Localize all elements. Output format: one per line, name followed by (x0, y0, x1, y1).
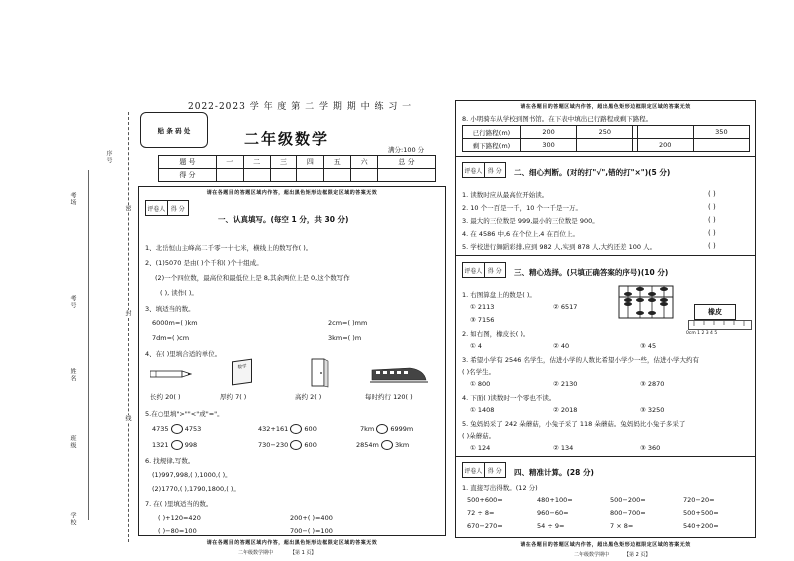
q6-item-2: (2)1770,( ),1790,1800,( )。 (152, 485, 240, 493)
name-underline (88, 170, 89, 520)
row-label-traveled: 已行路程(m) (463, 126, 521, 139)
judge-answer-2[interactable]: ( ) (708, 203, 716, 211)
traveled-cell: 350 (693, 126, 749, 139)
choice-4-opt-1: ① 1408 (470, 406, 495, 414)
grader-box-4: 评卷人 得 分 (462, 462, 506, 478)
choice-3-opt-3: ③ 2870 (640, 380, 665, 388)
calc-2-2: 960−60= (537, 509, 569, 517)
q3-item-4: 3km=( )m (328, 334, 362, 342)
footer-right: 二年级数学期中 (574, 552, 610, 558)
page-number-left: 【第 1 页】 (290, 550, 317, 556)
ruler-icon (688, 320, 752, 330)
q4-item-3: 高约 2( ) (295, 393, 322, 401)
q2c: ( ), 读作( )。 (160, 289, 198, 297)
subject-title: 二年级数学 (244, 130, 330, 148)
notice-top-left: 请在各题目的答题区域内作答，超出黑色矩形边框限定区域的答案无效 (206, 190, 378, 196)
pencil-icon (150, 369, 192, 379)
q7-item-1: ( )+120=420 (158, 514, 201, 522)
choice-2-opt-2: ② 40 (553, 342, 570, 350)
choice-1-opt-3: ③ 7156 (470, 316, 495, 324)
q4-item-2: 厚约 7( ) (220, 393, 247, 401)
abacus-icon (618, 285, 674, 319)
traveled-cell: 250 (577, 126, 633, 139)
page-number-right: 【第 2 页】 (624, 552, 651, 558)
score-header-1: 一 (216, 156, 243, 169)
calc-1-3: 500−200= (610, 496, 646, 504)
q3-item-2: 2cm=( )mm (328, 319, 368, 327)
q6: 6. 找规律,写数。 (145, 457, 195, 465)
q4-item-1: 长约 20( ) (150, 393, 181, 401)
traveled-cell[interactable] (637, 126, 693, 139)
compare-circle[interactable] (381, 440, 393, 450)
judge-answer-1[interactable]: ( ) (708, 190, 716, 198)
score-cell[interactable] (216, 169, 243, 182)
choice-5-opt-2: ② 134 (553, 444, 574, 452)
q8: 8. 小明骑车从学校到图书馆。在下表中填出已行路程或剩下路程。 (462, 115, 653, 123)
score-header-4: 四 (297, 156, 324, 169)
calc-1-4: 720−20= (683, 496, 715, 504)
q5: 5.在○里填">""<"或"="。 (145, 410, 224, 418)
judge-answer-3[interactable]: ( ) (708, 216, 716, 224)
choice-4-opt-3: ③ 3250 (640, 406, 665, 414)
compare-circle[interactable] (290, 440, 302, 450)
calc-3-4: 540+200= (683, 522, 719, 530)
calc-intro: 1. 直接写出得数。(12 分) (462, 484, 538, 492)
judge-1: 1. 读数时应从最高位开始读。 (462, 191, 549, 199)
section-2-title: 二、细心判断。(对的打"√",错的打"×")(5 分) (514, 168, 671, 177)
choice-4: 4. 下面( )读数时一个零也不读。 (462, 394, 556, 402)
score-cell[interactable] (351, 169, 378, 182)
q3: 3、填适当的数。 (145, 305, 195, 313)
notice-bottom-left: 请在各题目的答题区域内作答，超出黑色矩形边框限定区域的答案无效 (206, 540, 378, 546)
score-header-5: 五 (324, 156, 351, 169)
side-field-number: 考号 (69, 295, 76, 309)
divider (455, 456, 756, 457)
side-field-school: 学校 (69, 512, 76, 526)
divider (455, 156, 756, 157)
choice-5b: ( )朵蘑菇。 (462, 432, 496, 440)
side-field-class: 班级 (69, 435, 76, 449)
choice-1: 1. 右图算盘上的数是( )。 (462, 291, 536, 299)
q7-item-3: ( )−80=100 (158, 527, 197, 535)
distance-table (462, 125, 750, 152)
calc-2-3: 800−700= (610, 509, 646, 517)
ruler-scale: 0cm 1 2 3 4 5 (686, 331, 718, 336)
notice-bottom-right: 请在各题目的答题区域内作答，超出黑色矩形边框限定区域的答案无效 (520, 542, 691, 548)
choice-1-opt-2: ② 6517 (553, 303, 578, 311)
score-header-2: 二 (243, 156, 270, 169)
score-header-3: 三 (270, 156, 297, 169)
q5-item-4: 1321 998 (152, 441, 198, 449)
remaining-cell[interactable] (577, 139, 633, 152)
choice-5-opt-3: ③ 360 (640, 444, 661, 452)
calc-3-3: 7 × 8= (610, 522, 634, 530)
section-1-title: 一、认真填写。(每空 1 分，共 30 分) (218, 215, 349, 224)
side-field-serial: 序号 (105, 150, 112, 164)
judge-4: 4. 在 4586 中,6 在个位上,4 在百位上。 (462, 230, 579, 238)
calc-1-2: 480+100= (537, 496, 573, 504)
compare-circle[interactable] (290, 424, 302, 434)
compare-circle[interactable] (171, 424, 183, 434)
q4-item-4: 每时约行 120( ) (365, 393, 413, 401)
score-row-label: 得 分 (159, 169, 217, 182)
choice-2: 2. 如右图，橡皮长( )。 (462, 330, 530, 338)
score-table (158, 155, 436, 182)
q4: 4、在( )里填合适的单位。 (145, 350, 222, 358)
grader-box-2: 评卷人 得 分 (462, 162, 506, 178)
q5-item-3: 7km 6999m (360, 425, 414, 433)
q7-item-4: 700−( )=100 (290, 527, 333, 535)
q2a: 2、(1)5070 是由( )个千和( )个十组成。 (145, 259, 263, 267)
train-icon (370, 362, 428, 384)
choice-2-opt-3: ③ 45 (640, 342, 657, 350)
calc-3-1: 670−270= (467, 522, 503, 530)
exam-title: 2022-2023 学 年 度 第 二 学 期 期 中 练 习 一 (188, 102, 413, 112)
score-header-6: 六 (351, 156, 378, 169)
score-cell[interactable] (270, 169, 297, 182)
eraser-icon: 橡皮 (694, 304, 736, 320)
calc-3-2: 54 ÷ 9= (537, 522, 565, 530)
choice-1-opt-1: ① 2113 (470, 303, 495, 311)
q5-item-5: 730−230 600 (258, 441, 317, 449)
remaining-cell: 300 (521, 139, 577, 152)
choice-3b: ( )名学生。 (462, 368, 496, 376)
seal-mark-1: 密 (124, 205, 131, 212)
judge-2: 2. 10 个一百是一千，10 个一千是一万。 (462, 204, 582, 212)
q5-item-6: 2854m 3km (356, 441, 410, 449)
row-label-remaining: 剩下路程(m) (463, 139, 521, 152)
score-cell[interactable] (297, 169, 324, 182)
compare-circle[interactable] (376, 424, 388, 434)
footer-left: 二年级数学期中 (238, 550, 274, 556)
section-4-title: 四、精准计算。(28 分) (514, 468, 594, 477)
score-cell[interactable] (378, 169, 436, 182)
binding-line (128, 112, 129, 542)
score-header-total: 总 分 (378, 156, 436, 169)
calc-1-1: 500+600= (467, 496, 503, 504)
side-field-name: 姓名 (69, 368, 76, 382)
choice-4-opt-2: ② 2018 (553, 406, 578, 414)
score-cell[interactable] (324, 169, 351, 182)
side-field-room: 考场 (69, 192, 76, 206)
grader-box-3: 评卷人 得 分 (462, 262, 506, 278)
judge-3: 3. 最大的三位数是 999,最小的三位数是 900。 (462, 217, 599, 225)
grader-box-1: 评卷人 得 分 (145, 200, 189, 216)
seal-mark-2: 封 (124, 310, 131, 317)
seal-mark-3: 线 (124, 415, 131, 422)
full-score: 满分:100 分 (388, 146, 425, 154)
math-book-icon: 数学 (232, 359, 252, 386)
q3-item-1: 6000m=( )km (152, 319, 198, 327)
calc-2-1: 72 ÷ 8= (467, 509, 495, 517)
q7: 7. 在( )里填适当的数。 (145, 500, 213, 508)
q5-item-2: 432+161 600 (258, 425, 317, 433)
choice-5a: 5. 兔妈妈采了 242 朵蘑菇，小兔子采了 118 朵蘑菇。兔妈妈比小兔子多采了 (462, 420, 686, 428)
choice-3a: 3. 希望小学有 2546 名学生，估进小学的人数比希望小学少一些，估进小学大约有 (462, 356, 699, 364)
score-header-label: 题 号 (159, 156, 217, 169)
q7-item-2: 200+( )=400 (290, 514, 333, 522)
traveled-cell: 200 (521, 126, 577, 139)
divider (455, 255, 756, 256)
judge-answer-4[interactable]: ( ) (708, 229, 716, 237)
remaining-cell[interactable] (693, 139, 749, 152)
choice-2-opt-1: ① 4 (470, 342, 483, 350)
q2b: (2)一个四位数，最高位和最低位上是 8,其余两位上是 0,这个数写作 (155, 274, 350, 282)
judge-answer-5[interactable]: ( ) (708, 242, 716, 250)
door-icon (310, 358, 330, 388)
remaining-cell: 200 (637, 139, 693, 152)
q1: 1、北岳恒山主峰高二千零一十七米，横线上的数写作( )。 (145, 244, 313, 252)
section-3-title: 三、精心选择。(只填正确答案的序号)(10 分) (514, 268, 669, 277)
q6-item-1: (1)997,998,( ),1000,( )。 (152, 471, 232, 479)
q3-item-3: 7dm=( )cm (152, 334, 190, 342)
q5-item-1: 4735 4753 (152, 425, 202, 433)
calc-2-4: 500+500= (683, 509, 719, 517)
judge-5: 5. 学校进行舞蹈彩排,应到 982 人,实到 878 人,大约还差 100 人。 (462, 243, 657, 251)
score-cell[interactable] (243, 169, 270, 182)
compare-circle[interactable] (171, 440, 183, 450)
barcode-box: 贴 条 码 处 (140, 112, 208, 148)
choice-3-opt-1: ① 800 (470, 380, 491, 388)
choice-3-opt-2: ② 2130 (553, 380, 578, 388)
notice-top-right: 请在各题目的答题区域内作答，超出黑色矩形边框限定区域的答案无效 (520, 104, 691, 110)
choice-5-opt-1: ① 124 (470, 444, 491, 452)
